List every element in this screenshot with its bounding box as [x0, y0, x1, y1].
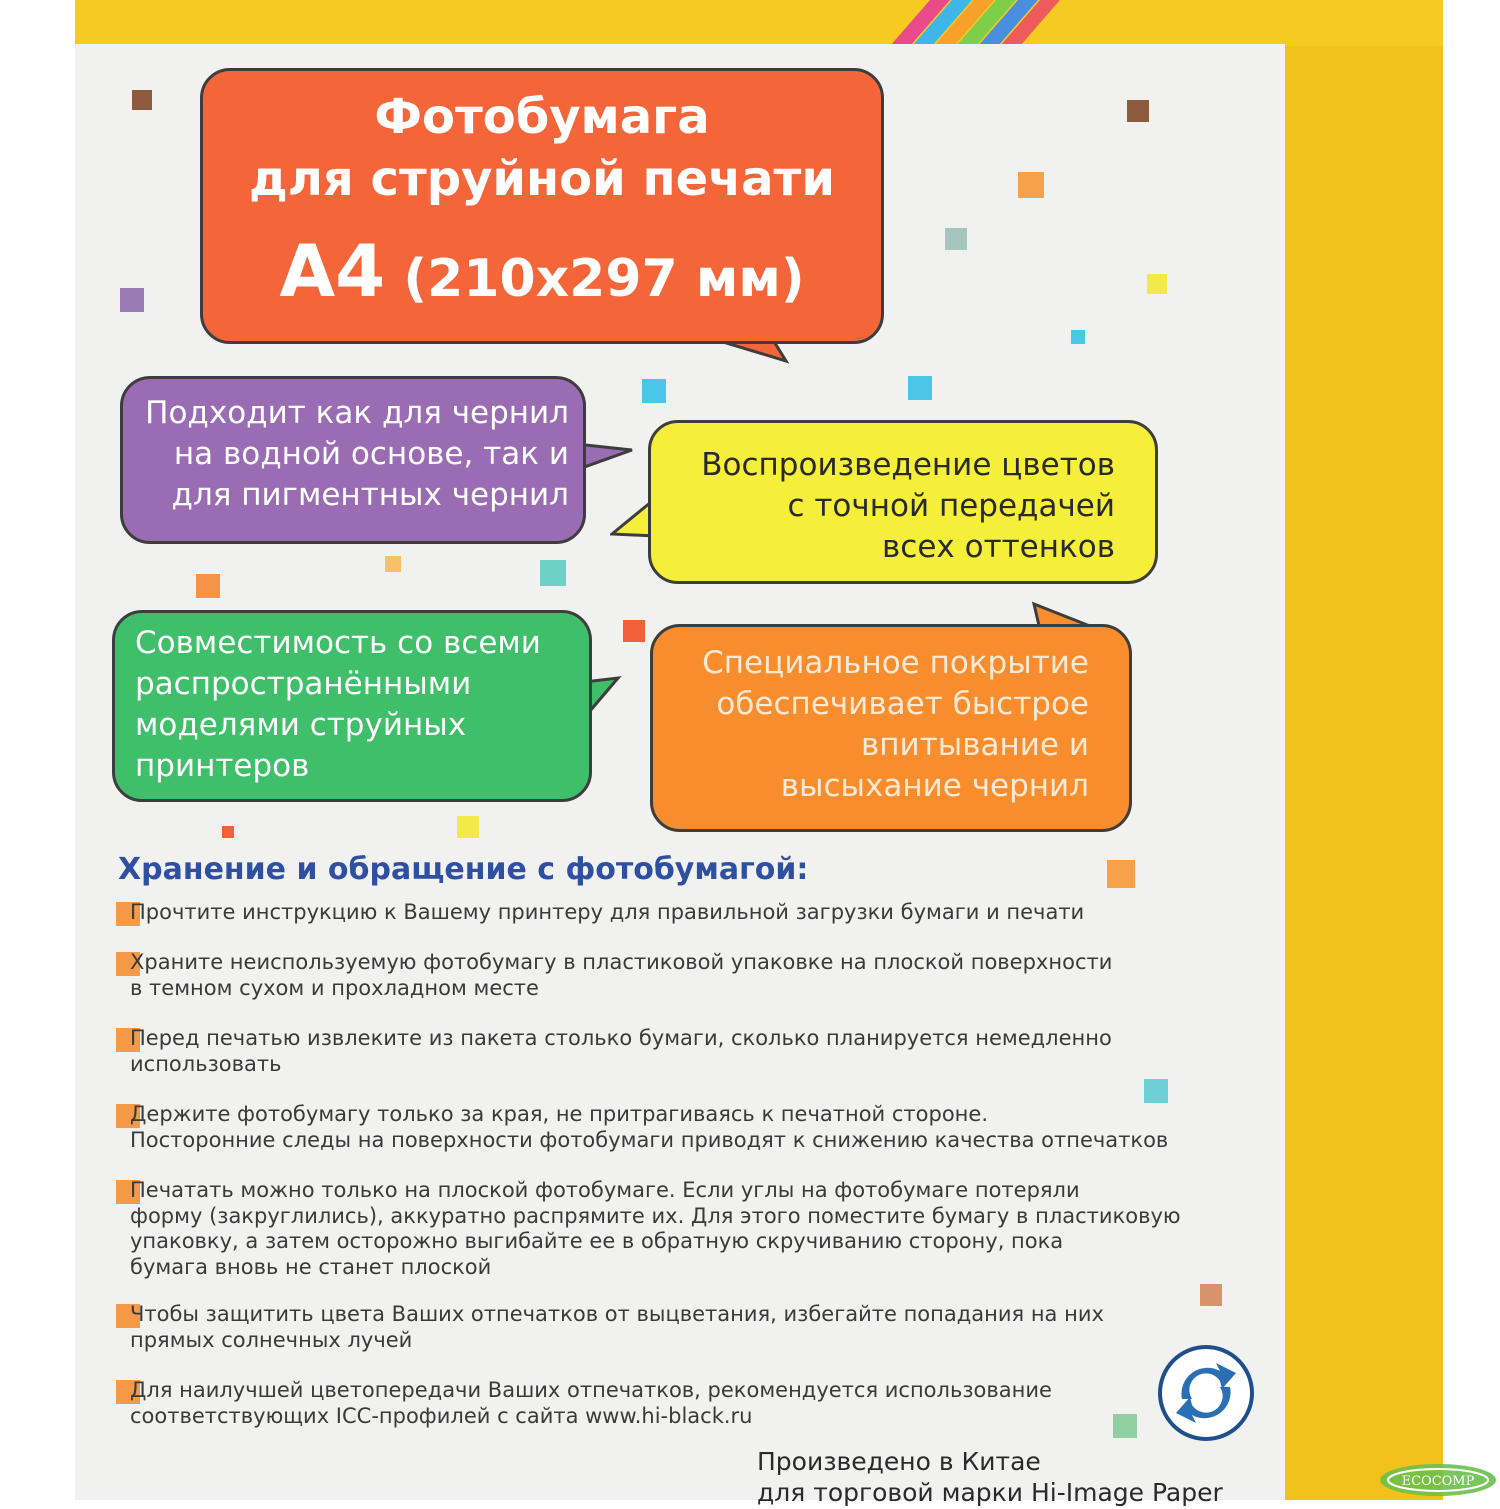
orange-bubble-text: Специальное покрытие обеспечивает быстрое впитывание и высыхание чернил: [702, 645, 1089, 804]
recycle-icon: [1156, 1343, 1256, 1443]
list-item: [116, 1378, 1052, 1429]
title-line-1: Фотобумага: [374, 89, 710, 145]
green-bubble-text: Совместимость со всеми распространёнными моделями струйных принтеров: [135, 625, 541, 784]
top-strip: [75, 0, 1443, 46]
ecocomp-logo-text: ECOCOMP: [1401, 1474, 1475, 1489]
decor-square: [1200, 1284, 1222, 1306]
title-size-dimensions: (210x297 мм): [385, 249, 805, 309]
list-item-text: Держите фотобумагу только за края, не притрагиваясь к печатной стороне. Посторонние следы на поверхности фотобумаги приводят к снижению качества отпечатков: [130, 1102, 1169, 1152]
yellow-bubble-text: Воспроизведение цветов с точной передачей всех оттенков: [701, 447, 1115, 565]
decor-square: [1018, 172, 1044, 198]
list-item-text: Печатать можно только на плоской фотобумаге. Если углы на фотобумаге потеряли форму (закруглились), аккуратно распрямите их. Для этого поместите бумагу в пластиковую упаковку, а затем осторожно выгибайте ее в обратную скручиванию сторону, пока бумага вновь не станет плоской: [130, 1178, 1181, 1279]
list-item-text: Перед печатью извлеките из пакета столько бумаги, сколько планируется немедленно использовать: [130, 1026, 1112, 1076]
decor-square: [540, 560, 566, 586]
list-item-text: Прочтите инструкцию к Вашему принтеру для правильной загрузки бумаги и печати: [130, 900, 1085, 924]
decor-square: [1113, 1414, 1137, 1438]
decor-square: [1147, 274, 1167, 294]
title-size: [203, 229, 881, 313]
title-size-big: A4: [279, 229, 386, 313]
green-bubble: [112, 610, 592, 802]
purple-bubble-text: Подходит как для чернил на водной основе, так и для пигментных чернил: [145, 395, 569, 513]
list-item: [116, 950, 1112, 1001]
list-item-text: Чтобы защитить цвета Ваших отпечатков от выцветания, избегайте попадания на них прямых солнечных лучей: [130, 1302, 1104, 1352]
yellow-bubble: [648, 420, 1158, 584]
list-item: [116, 900, 1084, 926]
sheet-right-edge: [1180, 44, 1290, 1500]
title-line-2: для струйной печати: [248, 151, 835, 207]
decor-square: [132, 90, 152, 110]
decor-square: [642, 379, 666, 403]
ecocomp-logo: [1378, 1462, 1498, 1498]
made-in-line-1: Произведено в Китае: [757, 1447, 1041, 1476]
decor-square: [222, 826, 234, 838]
decor-square: [457, 816, 479, 838]
made-in-text: [757, 1446, 1223, 1509]
purple-bubble: [120, 376, 586, 544]
list-item: [116, 1102, 1168, 1153]
title-bubble: [200, 68, 884, 344]
rainbow-stripes: [890, 0, 1090, 46]
list-item: [116, 1178, 1181, 1280]
decor-square: [385, 556, 401, 572]
decor-square: [1107, 860, 1135, 888]
decor-square: [120, 288, 144, 312]
decor-square: [196, 574, 220, 598]
list-item: [116, 1302, 1104, 1353]
decor-square: [623, 620, 645, 642]
storage-title: Хранение и обращение с фотобумагой:: [118, 852, 809, 887]
orange-bubble: [650, 624, 1132, 832]
decor-square: [1127, 100, 1149, 122]
list-item: [116, 1026, 1112, 1077]
decor-square: [1144, 1079, 1168, 1103]
decor-square: [908, 376, 932, 400]
list-item-text: Храните неиспользуемую фотобумагу в пластиковой упаковке на плоской поверхности в темном сухом и прохладном месте: [130, 950, 1113, 1000]
list-item-text: Для наилучшей цветопередачи Ваших отпечатков, рекомендуется использование соответствующих ICC-профилей с сайта www.hi-black.ru: [130, 1378, 1052, 1428]
decor-square: [1071, 330, 1085, 344]
made-in-line-2: для торговой марки Hi-Image Paper: [757, 1478, 1223, 1508]
decor-square: [945, 228, 967, 250]
